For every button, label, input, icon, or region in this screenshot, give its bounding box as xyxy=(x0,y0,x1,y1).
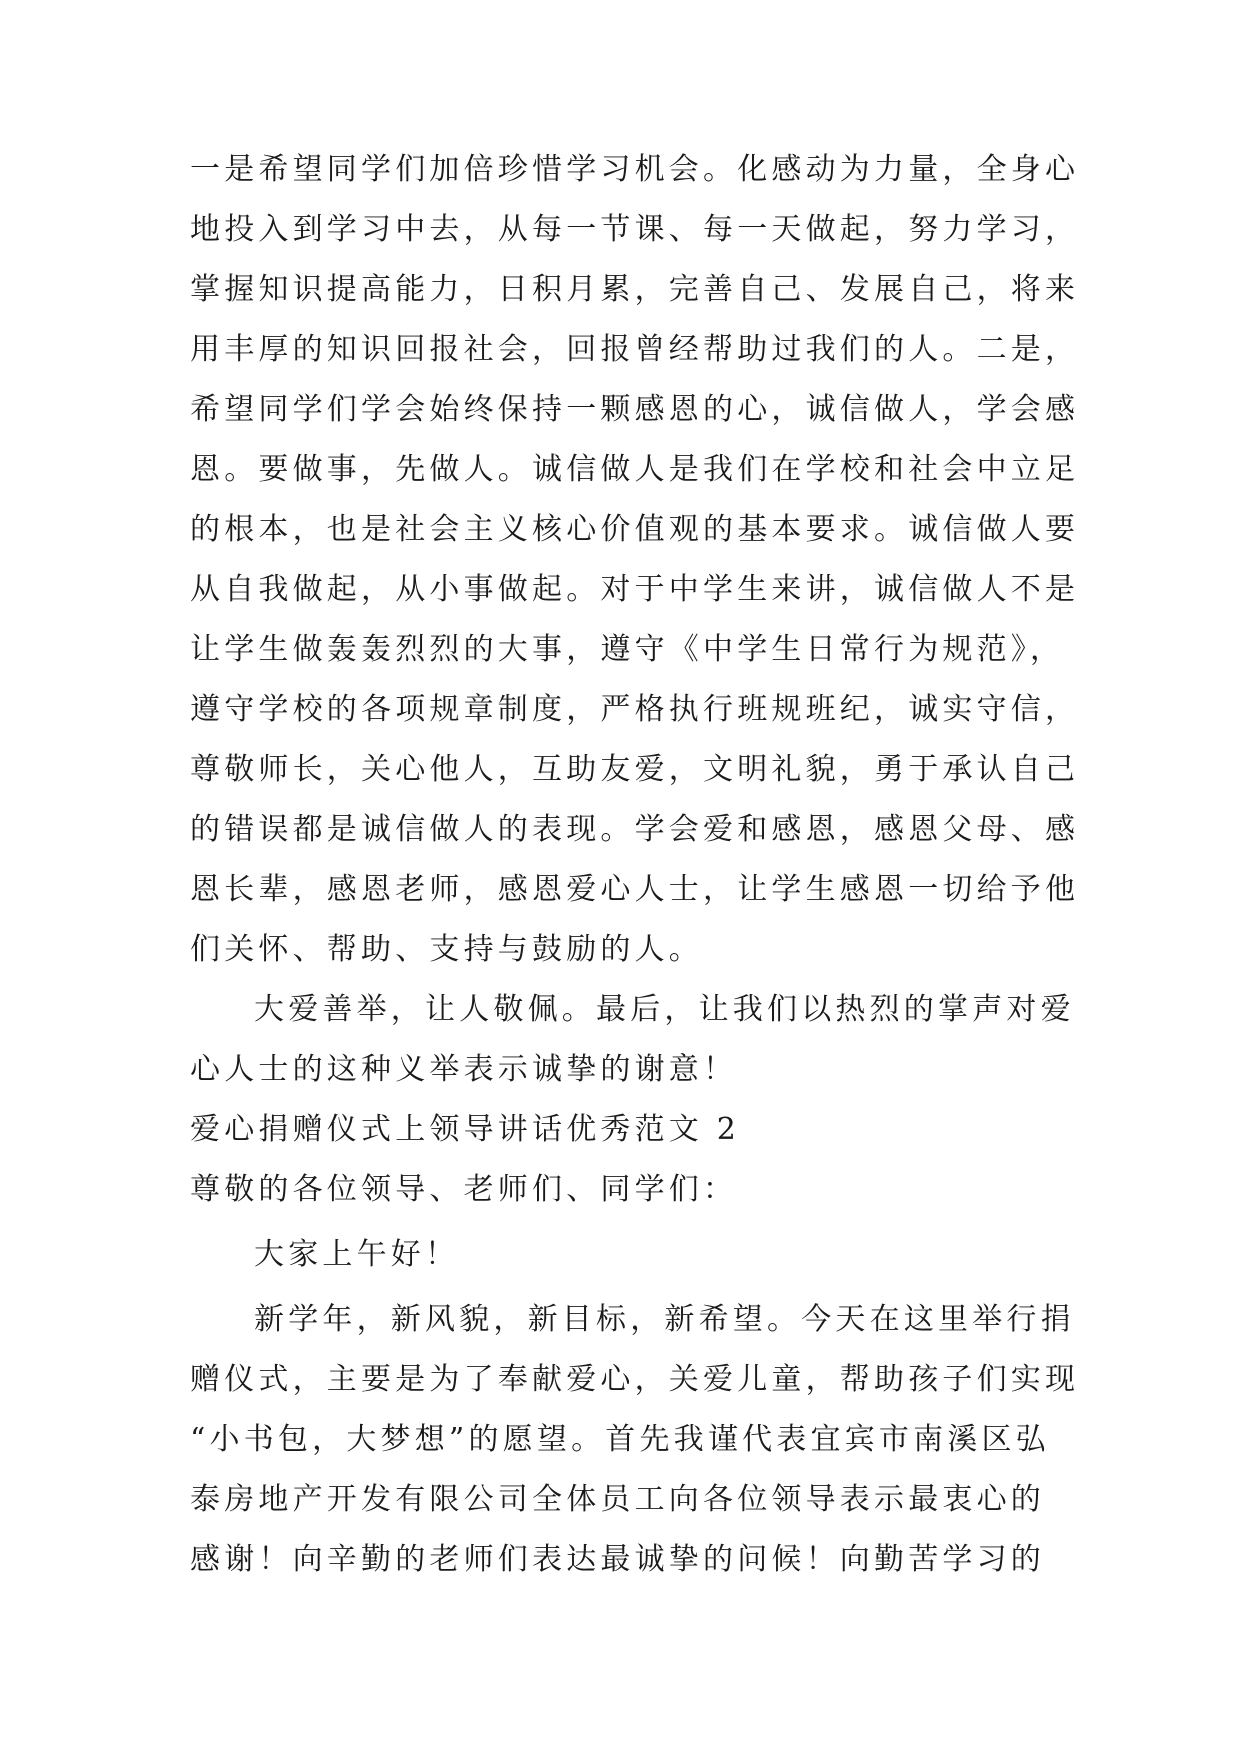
text-line: 让学生做轰轰烈烈的大事，遵守《中学生日常行为规范》， xyxy=(190,632,1065,667)
text-line: 从自我做起，从小事做起。对于中学生来讲，诚信做人不是 xyxy=(190,572,1080,607)
salutation: 尊敬的各位领导、老师们、同学们： xyxy=(190,1172,738,1207)
text-line: 一是希望同学们加倍珍惜学习机会。化感动为力量，全身心 xyxy=(190,152,1080,187)
text-line: 感谢！向辛勤的老师们表达最诚挚的问候！向勤苦学习的 xyxy=(190,1542,1045,1577)
text-line: 赠仪式，主要是为了奉献爱心，关爱儿童，帮助孩子们实现 xyxy=(190,1362,1080,1397)
text-line: 泰房地产开发有限公司全体员工向各位领导表示最衷心的 xyxy=(190,1482,1045,1517)
text-line: 地投入到学习中去，从每一节课、每一天做起，努力学习， xyxy=(190,212,1080,247)
text-line: 恩。要做事，先做人。诚信做人是我们在学校和社会中立足 xyxy=(190,452,1080,487)
section-heading: 爱心捐赠仪式上领导讲话优秀范文 2 xyxy=(190,1112,741,1147)
text-line: 尊敬师长，关心他人，互助友爱，文明礼貌，勇于承认自己 xyxy=(190,752,1080,787)
text-line: 大爱善举，让人敬佩。最后，让我们以热烈的掌声对爱 xyxy=(254,992,1075,1027)
text-line: “小书包，大梦想”的愿望。首先我谨代表宜宾市南溪区弘 xyxy=(190,1422,1050,1457)
text-line: 希望同学们学会始终保持一颗感恩的心，诚信做人，学会感 xyxy=(190,392,1080,427)
greeting: 大家上午好！ xyxy=(254,1237,460,1272)
text-line: 的错误都是诚信做人的表现。学会爱和感恩，感恩父母、感 xyxy=(190,812,1080,847)
text-line: 掌握知识提高能力，日积月累，完善自己、发展自己，将来 xyxy=(190,272,1080,307)
text-line: 新学年，新风貌，新目标，新希望。今天在这里举行捐 xyxy=(254,1302,1075,1337)
text-line: 遵守学校的各项规章制度，严格执行班规班纪，诚实守信， xyxy=(190,692,1080,727)
text-line: 们关怀、帮助、支持与鼓励的人。 xyxy=(190,932,703,967)
text-line: 心人士的这种义举表示诚挚的谢意！ xyxy=(190,1052,738,1087)
text-line: 的根本，也是社会主义核心价值观的基本要求。诚信做人要 xyxy=(190,512,1080,547)
text-line: 恩长辈，感恩老师，感恩爱心人士，让学生感恩一切给予他 xyxy=(190,872,1080,907)
text-line: 用丰厚的知识回报社会，回报曾经帮助过我们的人。二是， xyxy=(190,332,1080,367)
